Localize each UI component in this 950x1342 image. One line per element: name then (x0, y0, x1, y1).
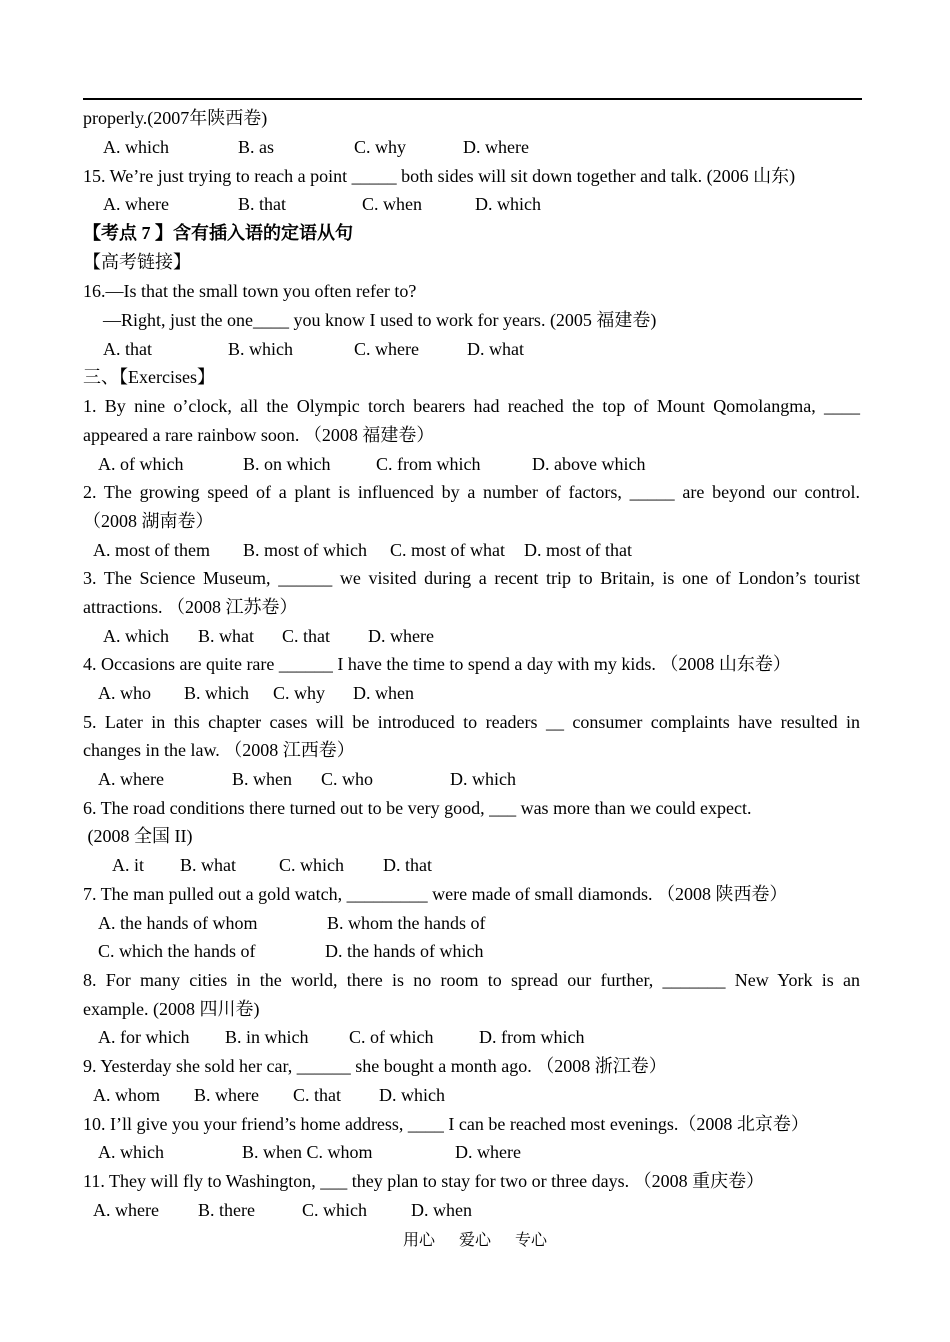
exercise-1: 1. By nine o’clock, all the Olympic torch bearers had reached the top of Mount Qomolangma, ____ (83, 396, 860, 416)
option: A. where (103, 194, 169, 214)
option: A. the hands of whom (98, 913, 258, 933)
option: B. that (238, 194, 286, 214)
option: C. which (279, 855, 344, 875)
question-16-reply: —Right, just the one____ you know I used to work for years. (2005 福建卷) (103, 310, 657, 330)
option: D. which (379, 1085, 445, 1105)
option: D. the hands of which (325, 941, 484, 961)
option: C. of which (349, 1027, 434, 1047)
option: C. that (282, 626, 330, 646)
header-rule (83, 98, 862, 100)
option: B. what (198, 626, 254, 646)
option: C. where (354, 339, 419, 359)
option: C. which the hands of (98, 941, 256, 961)
exercises-heading: 三、【Exercises】 (83, 367, 215, 387)
option: C. from which (376, 454, 481, 474)
option: B. which (184, 683, 249, 703)
exercise-3: 3. The Science Museum, ______ we visited during a recent trip to Britain, is one of London’s tourist (83, 568, 860, 588)
option: D. which (475, 194, 541, 214)
exercise-8: 8. For many cities in the world, there is no room to spread our further, _______ New York is an (83, 970, 860, 990)
exercise-6-cont: (2008 全国 II) (83, 826, 193, 846)
option: A. where (98, 769, 164, 789)
option: A. which (98, 1142, 164, 1162)
option: D. what (467, 339, 524, 359)
option: D. from which (479, 1027, 585, 1047)
option: B. which (228, 339, 293, 359)
option: A. most of them (93, 540, 210, 560)
exercise-9: 9. Yesterday she sold her car, ______ she bought a month ago. （2008 浙江卷） (83, 1056, 667, 1076)
option: B. in which (225, 1027, 309, 1047)
exercise-6: 6. The road conditions there turned out to be very good, ___ was more than we could expect. (83, 798, 752, 818)
footer-text: 用心 (402, 1232, 435, 1249)
option: D. where (368, 626, 434, 646)
option: D. where (455, 1142, 521, 1162)
option: C. when (362, 194, 422, 214)
exercise-5-cont: changes in the law. （2008 江西卷） (83, 740, 355, 760)
option: C. who (321, 769, 374, 789)
option: B. what (180, 855, 236, 875)
option: D. when (411, 1200, 472, 1220)
option: B. where (194, 1085, 259, 1105)
exercise-7: 7. The man pulled out a gold watch, _________ were made of small diamonds. （2008 陕西卷） (83, 884, 788, 904)
text-line: properly.(2007年陕西卷) (83, 108, 268, 128)
exercise-1-cont: appeared a rare rainbow soon. （2008 福建卷） (83, 425, 435, 445)
option: D. when (353, 683, 414, 703)
option: C. most of what (390, 540, 505, 560)
option: D. which (450, 769, 516, 789)
footer-text: 爱心 (458, 1232, 491, 1249)
subheading: 【高考链接】 (83, 252, 191, 272)
section-heading: 【考点 7 】含有插入语的定语从句 (83, 223, 353, 243)
option: C. which (302, 1200, 367, 1220)
exercise-2-cont: （2008 湖南卷） (83, 511, 214, 531)
option: A. who (98, 683, 151, 703)
exercise-10: 10. I’ll give you your friend’s home address, ____ I can be reached most evenings.（2008 北京卷） (83, 1114, 809, 1134)
option: B. on which (243, 454, 331, 474)
option: A. where (93, 1200, 159, 1220)
exercise-2: 2. The growing speed of a plant is influenced by a number of factors, _____ are beyond our control. (83, 482, 860, 502)
option: A. of which (98, 454, 184, 474)
exercise-5: 5. Later in this chapter cases will be introduced to readers __ consumer complaints have resulted in (83, 712, 860, 732)
footer-text: 专心 (515, 1232, 548, 1249)
exercise-11: 11. They will fly to Washington, ___ they plan to stay for two or three days. （2008 重庆卷） (83, 1171, 765, 1191)
option: D. above which (532, 454, 646, 474)
question-15: 15. We’re just trying to reach a point _____ both sides will sit down together and talk. (2006 山东) (83, 166, 796, 186)
option: B. most of which (243, 540, 367, 560)
exercise-4: 4. Occasions are quite rare ______ I have the time to spend a day with my kids. （2008 山东卷） (83, 654, 791, 674)
option: A. which (103, 626, 169, 646)
option: B. as (238, 137, 274, 157)
option: C. why (273, 683, 326, 703)
exercise-3-cont: attractions. （2008 江苏卷） (83, 597, 298, 617)
option: D. most of that (524, 540, 632, 560)
exercise-8-cont: example. (2008 四川卷) (83, 999, 260, 1019)
option: C. why (354, 137, 407, 157)
option: B. when (232, 769, 292, 789)
option: D. where (463, 137, 529, 157)
option: A. whom (93, 1085, 160, 1105)
option: A. that (103, 339, 152, 359)
option: A. it (112, 855, 145, 875)
page-footer (0, 1232, 950, 1250)
option: B. whom the hands of (327, 913, 486, 933)
option: A. which (103, 137, 169, 157)
option: A. for which (98, 1027, 190, 1047)
question-16: 16.—Is that the small town you often refer to? (83, 281, 417, 301)
option: D. that (383, 855, 432, 875)
option: B. when C. whom (242, 1142, 373, 1162)
option: C. that (293, 1085, 341, 1105)
option: B. there (198, 1200, 255, 1220)
